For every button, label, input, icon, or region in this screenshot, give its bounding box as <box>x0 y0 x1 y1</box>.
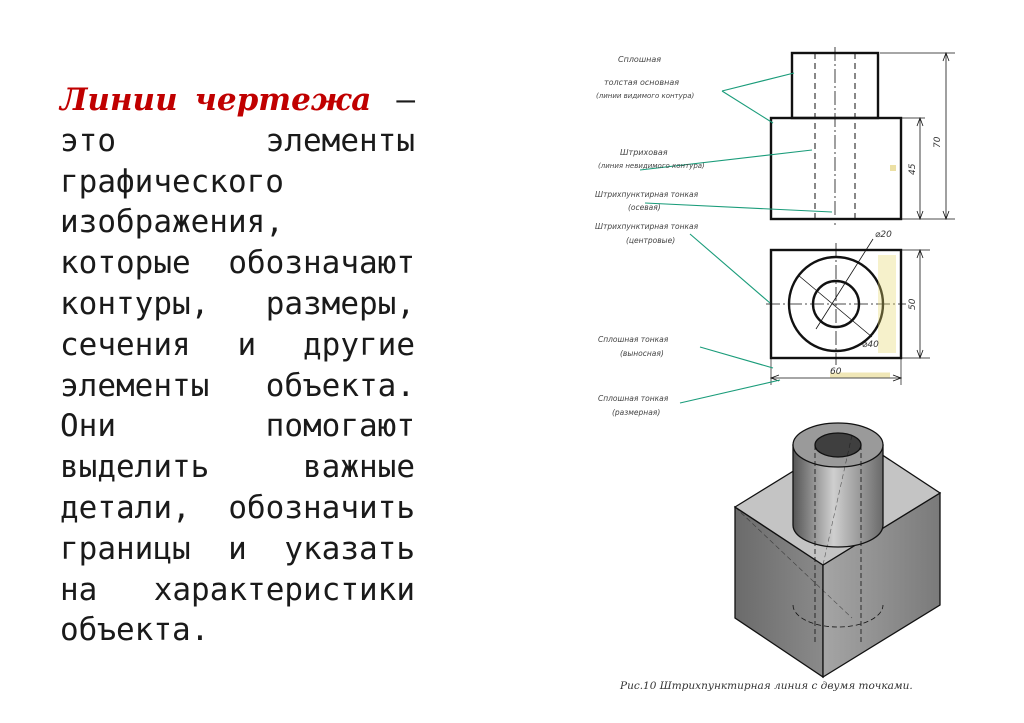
callout-extension-1: Сплошная тонкая <box>598 335 669 344</box>
dim-70: 70 <box>933 136 943 148</box>
callout-solid-thick-1: Сплошная <box>618 55 662 64</box>
technical-drawing-figure <box>590 45 970 705</box>
dim-45: 45 <box>908 163 918 175</box>
callout-dimension-1: Сплошная тонкая <box>598 394 669 403</box>
callout-dashed-1: Штриховая <box>620 148 668 157</box>
definition-text: — это элементы графического изображения, которые обозначают контуры, размеры, сечения и другие элементы объекта. Они помогают выделить важные детали, обозначить границы и указать на характеристики объекта. <box>60 82 415 649</box>
term-heading: Линии чертежа <box>60 82 372 118</box>
front-view <box>771 47 955 225</box>
dim-60: 60 <box>830 367 842 377</box>
top-view <box>766 239 930 385</box>
drawing-svg <box>590 45 970 685</box>
callout-solid-thick-2: толстая основная <box>604 78 680 87</box>
figure-caption: Рис.10 Штрихпунктирная линия с двумя точками. <box>620 680 913 692</box>
callout-extension-2: (выносная) <box>620 349 664 358</box>
isometric-view <box>735 423 940 677</box>
dim-phi40: ⌀40 <box>862 340 879 350</box>
callout-solid-thick-3: (линии видимого контура) <box>596 92 695 100</box>
callout-labels <box>595 55 705 417</box>
dim-50: 50 <box>908 298 918 310</box>
callout-axial-1: Штрихпунктирная тонкая <box>595 190 699 199</box>
callout-dashed-2: (линия невидимого контура) <box>598 162 705 170</box>
callout-dimension-2: (размерная) <box>612 408 661 417</box>
callout-center-1: Штрихпунктирная тонкая <box>595 222 699 231</box>
callout-axial-2: (осевая) <box>628 203 661 212</box>
definition-paragraph <box>60 80 415 651</box>
callout-center-2: (центровые) <box>626 236 676 245</box>
dim-phi20: ⌀20 <box>875 230 892 240</box>
